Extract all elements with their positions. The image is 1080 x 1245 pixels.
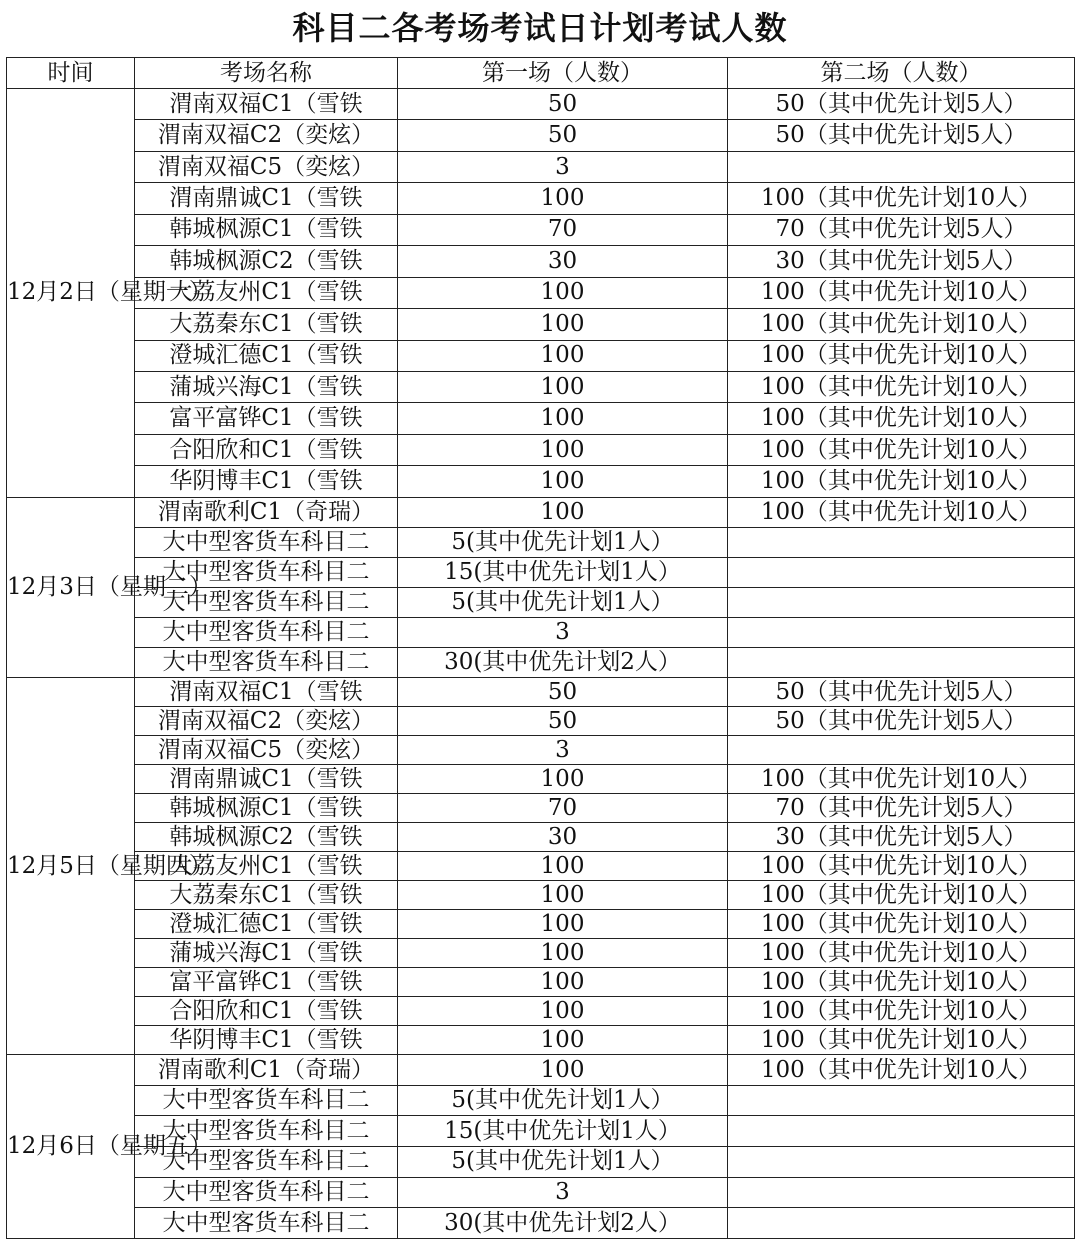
- table-row: [7, 1085, 1075, 1116]
- venue-cell: 大中型客货车科目二: [135, 648, 398, 678]
- session-2-cell: 50（其中优先计划5人）: [728, 120, 1075, 151]
- session-1-cell: 50: [398, 89, 728, 120]
- session-2-cell: [728, 1146, 1075, 1177]
- table-row: [7, 497, 1075, 527]
- venue-cell: 澄城汇德C1（雪铁: [135, 340, 398, 371]
- session-1-cell: 100: [398, 1026, 728, 1055]
- session-2-cell: 50（其中优先计划5人）: [728, 707, 1075, 736]
- session-2-cell: 100（其中优先计划10人）: [728, 968, 1075, 997]
- session-2-cell: 100（其中优先计划10人）: [728, 340, 1075, 371]
- session-1-cell: 5(其中优先计划1人）: [398, 1085, 728, 1116]
- session-1-cell: 100: [398, 466, 728, 497]
- venue-cell: 大中型客货车科目二: [135, 1177, 398, 1208]
- table-row: [7, 1116, 1075, 1147]
- session-2-cell: [728, 1116, 1075, 1147]
- table-row: [7, 910, 1075, 939]
- session-1-cell: 100: [398, 277, 728, 308]
- venue-cell: 富平富铧C1（雪铁: [135, 403, 398, 434]
- session-1-cell: 5(其中优先计划1人）: [398, 1146, 728, 1177]
- session-1-cell: 50: [398, 678, 728, 707]
- table-row: [7, 588, 1075, 618]
- table-body: [7, 89, 1075, 1239]
- venue-cell: 渭南歌利C1（奇瑞）: [135, 1055, 398, 1086]
- session-1-cell: 30(其中优先计划2人）: [398, 648, 728, 678]
- session-1-cell: 70: [398, 794, 728, 823]
- venue-cell: 韩城枫源C1（雪铁: [135, 794, 398, 823]
- table-row: [7, 1146, 1075, 1177]
- venue-cell: 蒲城兴海C1（雪铁: [135, 939, 398, 968]
- session-1-cell: 100: [398, 1055, 728, 1086]
- session-2-cell: 100（其中优先计划10人）: [728, 371, 1075, 402]
- table-row: [7, 823, 1075, 852]
- session-1-cell: 3: [398, 1177, 728, 1208]
- venue-cell: 合阳欣和C1（雪铁: [135, 434, 398, 465]
- table-row: [7, 527, 1075, 557]
- session-1-cell: 100: [398, 183, 728, 214]
- table-row: [7, 939, 1075, 968]
- date-cell: 12月6日（星期五）: [7, 1055, 135, 1239]
- table-row: [7, 1026, 1075, 1055]
- venue-cell: 大荔秦东C1（雪铁: [135, 309, 398, 340]
- session-2-cell: 100（其中优先计划10人）: [728, 939, 1075, 968]
- header-row: [7, 58, 1075, 89]
- session-2-cell: 100（其中优先计划10人）: [728, 1055, 1075, 1086]
- session-1-cell: 15(其中优先计划1人）: [398, 557, 728, 587]
- header-session-2: 第二场（人数）: [728, 58, 1075, 89]
- session-1-cell: 100: [398, 968, 728, 997]
- table-header: [7, 58, 1075, 89]
- venue-cell: 韩城枫源C2（雪铁: [135, 823, 398, 852]
- session-2-cell: [728, 618, 1075, 648]
- table-row: [7, 151, 1075, 182]
- venue-cell: 渭南双福C5（奕炫）: [135, 151, 398, 182]
- session-1-cell: 70: [398, 214, 728, 245]
- session-1-cell: 3: [398, 151, 728, 182]
- venue-cell: 大荔友州C1（雪铁: [135, 277, 398, 308]
- session-2-cell: 100（其中优先计划10人）: [728, 277, 1075, 308]
- venue-cell: 渭南双福C5（奕炫）: [135, 736, 398, 765]
- table-row: [7, 765, 1075, 794]
- session-2-cell: 100（其中优先计划10人）: [728, 403, 1075, 434]
- session-1-cell: 100: [398, 939, 728, 968]
- session-2-cell: 100（其中优先计划10人）: [728, 466, 1075, 497]
- venue-cell: 澄城汇德C1（雪铁: [135, 910, 398, 939]
- date-cell: 12月5日（星期四）: [7, 678, 135, 1055]
- session-2-cell: 100（其中优先计划10人）: [728, 183, 1075, 214]
- session-2-cell: [728, 736, 1075, 765]
- table-row: [7, 1208, 1075, 1239]
- venue-cell: 渭南鼎诚C1（雪铁: [135, 765, 398, 794]
- venue-cell: 渭南鼎诚C1（雪铁: [135, 183, 398, 214]
- session-2-cell: [728, 557, 1075, 587]
- session-1-cell: 100: [398, 997, 728, 1026]
- session-1-cell: 30: [398, 246, 728, 277]
- session-2-cell: 100（其中优先计划10人）: [728, 852, 1075, 881]
- header-session-1: 第一场（人数）: [398, 58, 728, 89]
- table-row: [7, 881, 1075, 910]
- session-1-cell: 100: [398, 434, 728, 465]
- session-2-cell: [728, 1177, 1075, 1208]
- schedule-table: [6, 57, 1075, 1239]
- session-1-cell: 100: [398, 309, 728, 340]
- table-row: [7, 707, 1075, 736]
- session-1-cell: 100: [398, 403, 728, 434]
- table-row: [7, 736, 1075, 765]
- venue-cell: 大中型客货车科目二: [135, 1116, 398, 1147]
- session-1-cell: 5(其中优先计划1人）: [398, 588, 728, 618]
- table-row: [7, 120, 1075, 151]
- table-row: [7, 557, 1075, 587]
- table-row: [7, 997, 1075, 1026]
- venue-cell: 大中型客货车科目二: [135, 1146, 398, 1177]
- session-2-cell: 70（其中优先计划5人）: [728, 214, 1075, 245]
- table-row: [7, 403, 1075, 434]
- session-2-cell: 30（其中优先计划5人）: [728, 246, 1075, 277]
- venue-cell: 华阴博丰C1（雪铁: [135, 1026, 398, 1055]
- session-1-cell: 100: [398, 371, 728, 402]
- date-cell: 12月2日（星期一）: [7, 89, 135, 498]
- venue-cell: 渭南歌利C1（奇瑞）: [135, 497, 398, 527]
- venue-cell: 韩城枫源C2（雪铁: [135, 246, 398, 277]
- session-2-cell: 100（其中优先计划10人）: [728, 910, 1075, 939]
- session-2-cell: [728, 588, 1075, 618]
- venue-cell: 蒲城兴海C1（雪铁: [135, 371, 398, 402]
- session-2-cell: 30（其中优先计划5人）: [728, 823, 1075, 852]
- session-2-cell: 100（其中优先计划10人）: [728, 309, 1075, 340]
- session-2-cell: [728, 151, 1075, 182]
- table-row: [7, 678, 1075, 707]
- session-2-cell: 50（其中优先计划5人）: [728, 89, 1075, 120]
- session-2-cell: 70（其中优先计划5人）: [728, 794, 1075, 823]
- session-2-cell: [728, 1085, 1075, 1116]
- session-1-cell: 30: [398, 823, 728, 852]
- table-row: [7, 618, 1075, 648]
- header-venue: 考场名称: [135, 58, 398, 89]
- session-1-cell: 100: [398, 340, 728, 371]
- session-1-cell: 50: [398, 120, 728, 151]
- table-row: [7, 309, 1075, 340]
- table-row: [7, 1177, 1075, 1208]
- session-2-cell: [728, 1208, 1075, 1239]
- session-1-cell: 100: [398, 765, 728, 794]
- venue-cell: 大荔友州C1（雪铁: [135, 852, 398, 881]
- table-row: [7, 648, 1075, 678]
- session-1-cell: 100: [398, 852, 728, 881]
- session-2-cell: 100（其中优先计划10人）: [728, 881, 1075, 910]
- table-row: [7, 1055, 1075, 1086]
- table-row: [7, 434, 1075, 465]
- table-row: [7, 371, 1075, 402]
- session-2-cell: 50（其中优先计划5人）: [728, 678, 1075, 707]
- session-2-cell: 100（其中优先计划10人）: [728, 497, 1075, 527]
- table-row: [7, 89, 1075, 120]
- session-1-cell: 3: [398, 618, 728, 648]
- table-row: [7, 183, 1075, 214]
- table-row: [7, 466, 1075, 497]
- session-1-cell: 5(其中优先计划1人）: [398, 527, 728, 557]
- session-1-cell: 100: [398, 910, 728, 939]
- date-cell: 12月3日（星期二）: [7, 497, 135, 678]
- venue-cell: 渭南双福C2（奕炫）: [135, 120, 398, 151]
- session-1-cell: 50: [398, 707, 728, 736]
- venue-cell: 华阴博丰C1（雪铁: [135, 466, 398, 497]
- session-2-cell: [728, 648, 1075, 678]
- session-2-cell: 100（其中优先计划10人）: [728, 434, 1075, 465]
- header-time: 时间: [7, 58, 135, 89]
- venue-cell: 大中型客货车科目二: [135, 618, 398, 648]
- venue-cell: 大中型客货车科目二: [135, 1208, 398, 1239]
- venue-cell: 渭南双福C2（奕炫）: [135, 707, 398, 736]
- page-title: 科目二各考场考试日计划考试人数: [292, 9, 788, 47]
- session-1-cell: 30(其中优先计划2人）: [398, 1208, 728, 1239]
- table-row: [7, 214, 1075, 245]
- session-2-cell: 100（其中优先计划10人）: [728, 997, 1075, 1026]
- venue-cell: 韩城枫源C1（雪铁: [135, 214, 398, 245]
- table-row: [7, 246, 1075, 277]
- venue-cell: 富平富铧C1（雪铁: [135, 968, 398, 997]
- venue-cell: 大中型客货车科目二: [135, 588, 398, 618]
- table-row: [7, 794, 1075, 823]
- venue-cell: 合阳欣和C1（雪铁: [135, 997, 398, 1026]
- session-1-cell: 15(其中优先计划1人）: [398, 1116, 728, 1147]
- venue-cell: 大荔秦东C1（雪铁: [135, 881, 398, 910]
- venue-cell: 大中型客货车科目二: [135, 557, 398, 587]
- session-2-cell: 100（其中优先计划10人）: [728, 765, 1075, 794]
- session-1-cell: 3: [398, 736, 728, 765]
- session-1-cell: 100: [398, 881, 728, 910]
- table-row: [7, 968, 1075, 997]
- session-2-cell: 100（其中优先计划10人）: [728, 1026, 1075, 1055]
- venue-cell: 渭南双福C1（雪铁: [135, 89, 398, 120]
- venue-cell: 渭南双福C1（雪铁: [135, 678, 398, 707]
- session-2-cell: [728, 527, 1075, 557]
- session-1-cell: 100: [398, 497, 728, 527]
- venue-cell: 大中型客货车科目二: [135, 1085, 398, 1116]
- table-row: [7, 340, 1075, 371]
- venue-cell: 大中型客货车科目二: [135, 527, 398, 557]
